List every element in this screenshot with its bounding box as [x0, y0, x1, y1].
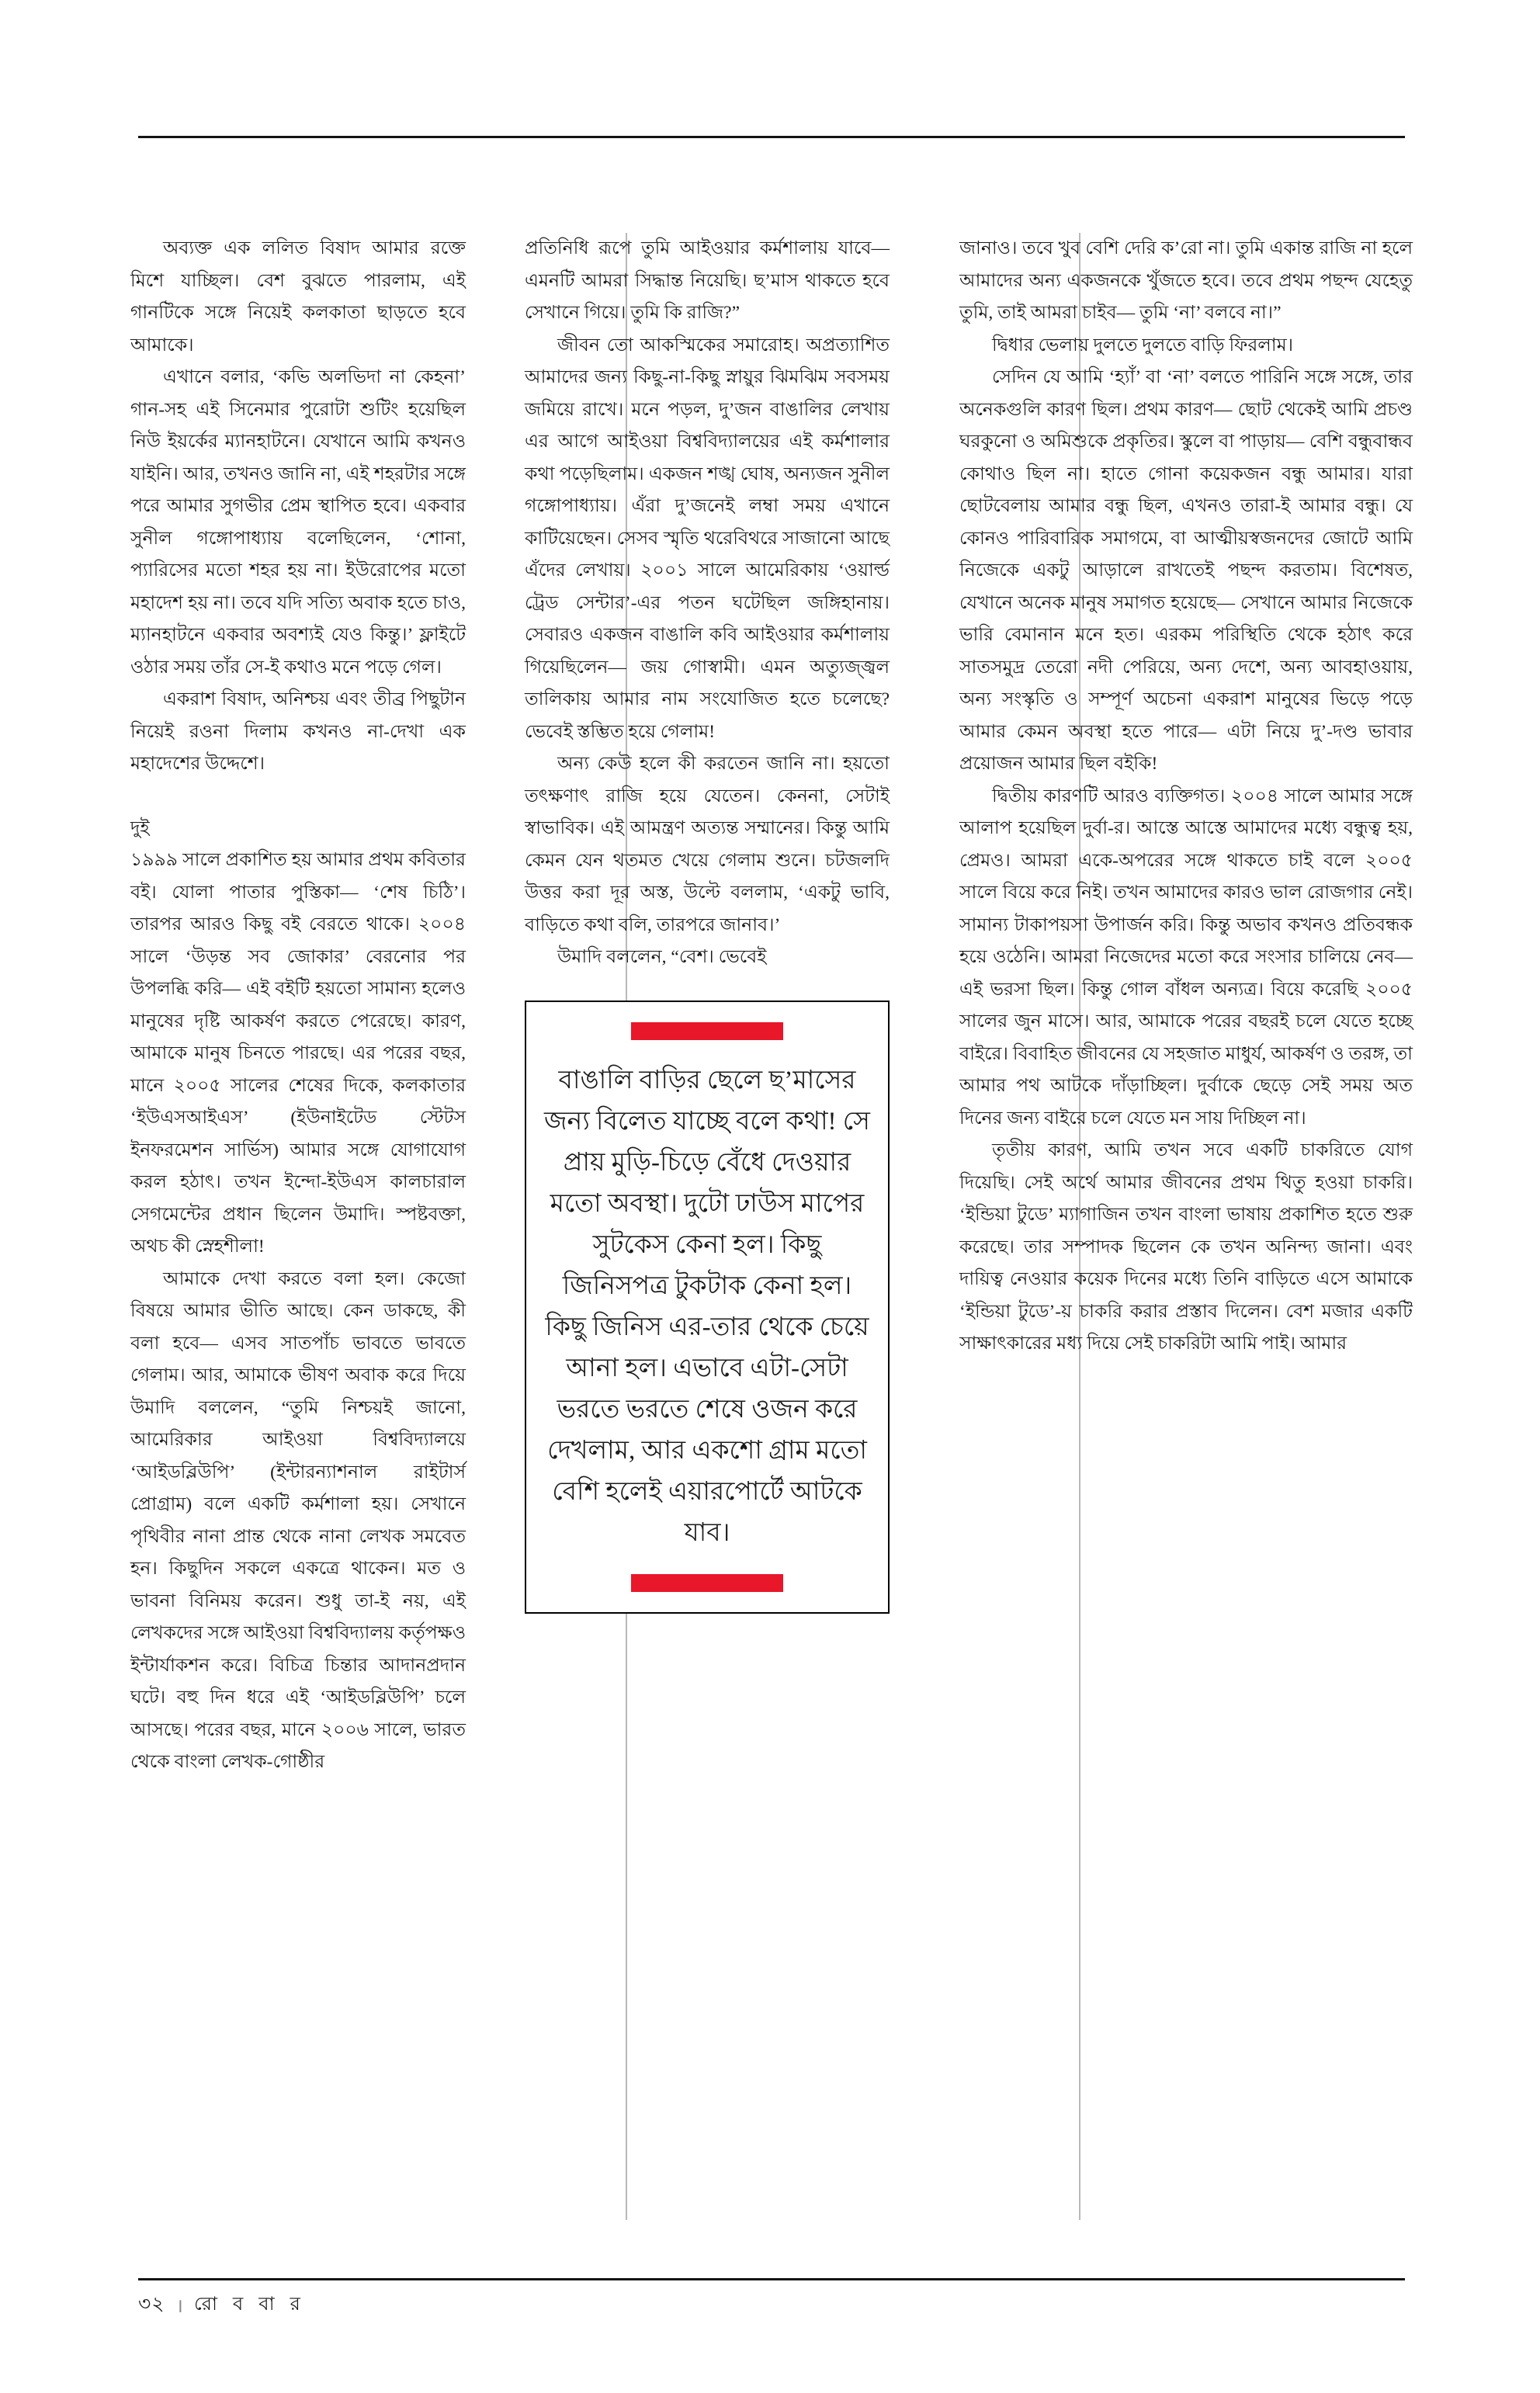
paragraph: উমাদি বললেন, “বেশ। ভেবেই	[557, 947, 767, 967]
magazine-masthead: রো ব বা র	[194, 2294, 306, 2315]
section-heading: দুই	[130, 817, 150, 838]
paragraph: জানাও। তবে খুব বেশি দেরি ক’রো না। তুমি একান্ত রাজি না হলে আমাদের অন্য একজনকে খুঁজতে হবে। তবে প্রথম পছন্দ যেহেতু তুমি, তাই আমরা চাইব— তুমি ‘না’ বলবে না।”	[959, 238, 1413, 323]
paragraph: প্রতিনিধি রূপে তুমি আইওয়ার কর্মশালায় যাবে— এমনটি আমরা সিদ্ধান্ত নিয়েছি। ছ’মাস থাকতে হবে সেখানে গিয়ে। তুমি কি রাজি?”	[525, 238, 890, 323]
paragraph: এখানে বলার, ‘কভি অলভিদা না কেহনা’ গান-সহ এই সিনেমার পুরোটা শুটিং হয়েছিল নিউ ইয়র্কের ম্যানহাটনে। যেখানে আমি কখনও যাইনি। আর, তখনও জানি না, এই শহরটার সঙ্গে পরে আমার সুগভীর প্রেম স্থাপিত হবে। একবার সুনীল গঙ্গোপাধ্যায় বলেছিলেন, ‘শোনা, প্যারিসের মতো শহর হয় না। ইউরোপের মতো মহাদেশ হয় না। তবে যদি সত্যি অবাক হতে চাও, ম্যানহাটনে একবার অবশ্যই যেও কিন্তু।’ ফ্লাইটে ওঠার সময় তাঁর সে-ই কথাও মনে পড়ে গেল।	[130, 367, 466, 678]
page-footer	[138, 2288, 306, 2322]
footer-separator: ।	[175, 2295, 183, 2317]
column-three	[919, 233, 1413, 2220]
pull-quote-bottom-bar	[631, 1574, 783, 1592]
footer-divider-rule	[138, 2278, 1405, 2280]
paragraph: সেদিন যে আমি ‘হ্যাঁ’ বা ‘না’ বলতে পারিনি সঙ্গে সঙ্গে, তার অনেকগুলি কারণ ছিল। প্রথম কারণ— ছোট থেকেই আমি প্রচণ্ড ঘরকুনো ও অমিশুকে প্রকৃতির। স্কুলে বা পাড়ায়— বেশি বন্ধুবান্ধব কোথাও ছিল না। হাতে গোনা কয়েকজন বন্ধু আমার। যারা ছোটবেলায় আমার বন্ধু ছিল, এখনও তারা-ই আমার বন্ধু। যে কোনও পারিবারিক সমাগমে, বা আত্মীয়স্বজনদের জোটে আমি নিজেকে একটু আড়ালে রাখতেই পছন্দ করতাম। বিশেষত, যেখানে অনেক মানুষ সমাগত হয়েছে— সেখানে আমার নিজেকে ভারি বেমানান মনে হত। এরকম পরিস্থিতি থেকে হঠাৎ করে সাতসমুদ্র তেরো নদী পেরিয়ে, অন্য দেশে, অন্য আবহাওয়ায়, অন্য সংস্কৃতি ও সম্পূর্ণ অচেনা একরাশ মানুষের ভিড়ে পড়ে আমার কেমন অবস্থা হতে পারে— এটা নিয়ে দু’-দণ্ড ভাবার প্রয়োজন আমার ছিল বইকি!	[959, 367, 1413, 774]
paragraph: একরাশ বিষাদ, অনিশ্চয় এবং তীব্র পিছুটান নিয়েই রওনা দিলাম কখনও না-দেখা এক মহাদেশের উদ্দেশে।	[130, 689, 466, 774]
paragraph: তৃতীয় কারণ, আমি তখন সবে একটি চাকরিতে যোগ দিয়েছি। সেই অর্থে আমার জীবনের প্রথম থিতু হওয়া চাকরি। ‘ইন্ডিয়া টুডে’ ম্যাগাজিন তখন বাংলা ভাষায় প্রকাশিত হতে শুরু করেছে। তার সম্পাদক ছিলেন কে তখন অনিন্দ্য জানা। এবং দায়িত্ব নেওয়ার কয়েক দিনের মধ্যে তিনি বাড়িতে এসে আমাকে ‘ইন্ডিয়া টুডে’-য় চাকরি করার প্রস্তাব দিলেন। বেশ মজার একটি সাক্ষাৎকারের মধ্য দিয়ে সেই চাকরিটা আমি পাই। আমার	[959, 1140, 1413, 1354]
paragraph: দ্বিধার ভেলায় দুলতে দুলতে বাড়ি ফিরলাম।	[992, 335, 1294, 355]
pull-quote-text: বাঙালি বাড়ির ছেলে ছ’মাসের জন্য বিলেত যাচ্ছে বলে কথা! সে প্রায় মুড়ি-চিড়ে বেঁধে দেওয়ার মতো অবস্থা। দুটো ঢাউস মাপের সুটকেস কেনা হল। কিছু জিনিসপত্র টুকটাক কেনা হল। কিছু জিনিস এর-তার থেকে চেয়ে আনা হল। এভাবে এটা-সেটা ভরতে ভরতে শেষে ওজন করে দেখলাম, আর একশো গ্রাম মতো বেশি হলেই এয়ারপোর্টে আটকে যাব।	[544, 1066, 870, 1547]
pull-quote-top-bar	[631, 1022, 783, 1040]
paragraph: ১৯৯৯ সালে প্রকাশিত হয় আমার প্রথম কবিতার বই। যোলা পাতার পুস্তিকা— ‘শেষ চিঠি’। তারপর আরও কিছু বই বেরতে থাকে। ২০০৪ সালে ‘উড়ন্ত সব জোকার’ বেরনোর পর উপলব্ধি করি— এই বইটি হয়তো সামান্য হলেও মানুষের দৃষ্টি আকর্ষণ করতে পেরেছে। কারণ, আমাকে মানুষ চিনতে পারছে। এর পরের বছর, মানে ২০০৫ সালের শেষের দিকে, কলকাতার ‘ইউএসআইএস’ (ইউনাইটেড স্টেটস ইনফরমেশন সার্ভিস) আমার সঙ্গে যোগাযোগ করল হঠাৎ। তখন ইন্দো-ইউএস কালচারাল সেগমেন্টের প্রধান ছিলেন উমাদি। স্পষ্টবক্তা, অথচ কী স্নেহশীলা!	[130, 850, 466, 1257]
pull-quote-box	[525, 1001, 890, 1614]
paragraph: অব্যক্ত এক ললিত বিষাদ আমার রক্তে মিশে যাচ্ছিল। বেশ বুঝতে পারলাম, এই গানটিকে সঙ্গে নিয়েই কলকাতা ছাড়তে হবে আমাকে।	[130, 238, 466, 355]
article-columns	[130, 233, 1413, 2220]
page-number: ৩২	[138, 2294, 165, 2315]
paragraph: জীবন তো আকস্মিকের সমারোহ। অপ্রত্যাশিত আমাদের জন্য কিছু-না-কিছু স্নায়ুর ঝিমঝিম সবসময় জমিয়ে রাখে। মনে পড়ল, দু’জন বাঙালির লেখায় এর আগে আইওয়া বিশ্ববিদ্যালয়ের এই কর্মশালার কথা পড়েছিলাম। একজন শঙ্খ ঘোষ, অন্যজন সুনীল গঙ্গোপাধ্যায়। এঁরা দু’জনেই লম্বা সময় এখানে কাটিয়েছেন। সেসব স্মৃতি থরেবিথরে সাজানো আছে এঁদের লেখায়। ২০০১ সালে আমেরিকায় ‘ওয়ার্ল্ড ট্রেড সেন্টার’-এর পতন ঘটেছিল জঙ্গিহানায়। সেবারও একজন বাঙালি কবি আইওয়ার কর্মশালায় গিয়েছিলেন— জয় গোস্বামী। এমন অত্যুজ্জ্বল তালিকায় আমার নাম সংযোজিত হতে চলেছে? ভেবেই স্তম্ভিত হয়ে গেলাম!	[525, 335, 890, 742]
paragraph: অন্য কেউ হলে কী করতেন জানি না। হয়তো তৎক্ষণাৎ রাজি হয়ে যেতেন। কেননা, সেটাই স্বাভাবিক। এই আমন্ত্রণ অত্যন্ত সম্মানের। কিন্তু আমি কেমন যেন থতমত খেয়ে গেলাম শুনে। চটজলদি উত্তর করা দূর অস্ত, উল্টে বললাম, ‘একটু ভাবি, বাড়িতে কথা বলি, তারপরে জানাব।’	[525, 754, 890, 935]
column-two	[495, 233, 919, 2220]
paragraph: আমাকে দেখা করতে বলা হল। কেজো বিষয়ে আমার ভীতি আছে। কেন ডাকছে, কী বলা হবে— এসব সাতপাঁচ ভাবতে ভাবতে গেলাম। আর, আমাকে ভীষণ অবাক করে দিয়ে উমাদি বললেন, “তুমি নিশ্চয়ই জানো, আমেরিকার আইওয়া বিশ্ববিদ্যালয়ে ‘আইডব্লিউপি’ (ইন্টারন্যাশনাল রাইটার্স প্রোগ্রাম) বলে একটি কর্মশালা হয়। সেখানে পৃথিবীর নানা প্রান্ত থেকে নানা লেখক সমবেত হন। কিছুদিন সকলে একত্রে থাকেন। মত ও ভাবনা বিনিময় করেন। শুধু তা-ই নয়, এই লেখকদের সঙ্গে আইওয়া বিশ্ববিদ্যালয় কর্তৃপক্ষও ইন্টার্যাকশন করে। বিচিত্র চিন্তার আদানপ্রদান ঘটে। বহু দিন ধরে এই ‘আইডব্লিউপি’ চলে আসছে। পরের বছর, মানে ২০০৬ সালে, ভারত থেকে বাংলা লেখক-গোষ্ঠীর	[130, 1268, 466, 1772]
paragraph: দ্বিতীয় কারণটি আরও ব্যক্তিগত। ২০০৪ সালে আমার সঙ্গে আলাপ হয়েছিল দুর্বা-র। আস্তে আস্তে আমাদের মধ্যে বন্ধুত্ব হয়, প্রেমও। আমরা একে-অপরের সঙ্গে থাকতে চাই বলে ২০০৫ সালে বিয়ে করে নিই। তখন আমাদের কারও ভাল রোজগার নেই। সামান্য টাকাপয়সা উপার্জন করি। কিন্তু অভাব কখনও প্রতিবন্ধক হয়ে ওঠেনি। আমরা নিজেদের মতো করে সংসার চালিয়ে নেব— এই ভরসা ছিল। কিন্তু গোল বাঁধল অন্যত্র। বিয়ে করেছি ২০০৫ সালের জুন মাসে। আর, আমাকে পরের বছরই চলে যেতে হচ্ছে বাইরে। বিবাহিত জীবনের যে সহজাত মাধুর্য, আকর্ষণ ও তরঙ্গ, তা আমার পথ আটকে দাঁড়াচ্ছিল। দুর্বাকে ছেড়ে সেই সময় অত দিনের জন্য বাইরে চলে যেতে মন সায় দিচ্ছিল না।	[959, 786, 1413, 1129]
spacer	[130, 781, 466, 813]
top-divider-rule	[138, 136, 1405, 138]
column-one	[130, 233, 495, 2220]
